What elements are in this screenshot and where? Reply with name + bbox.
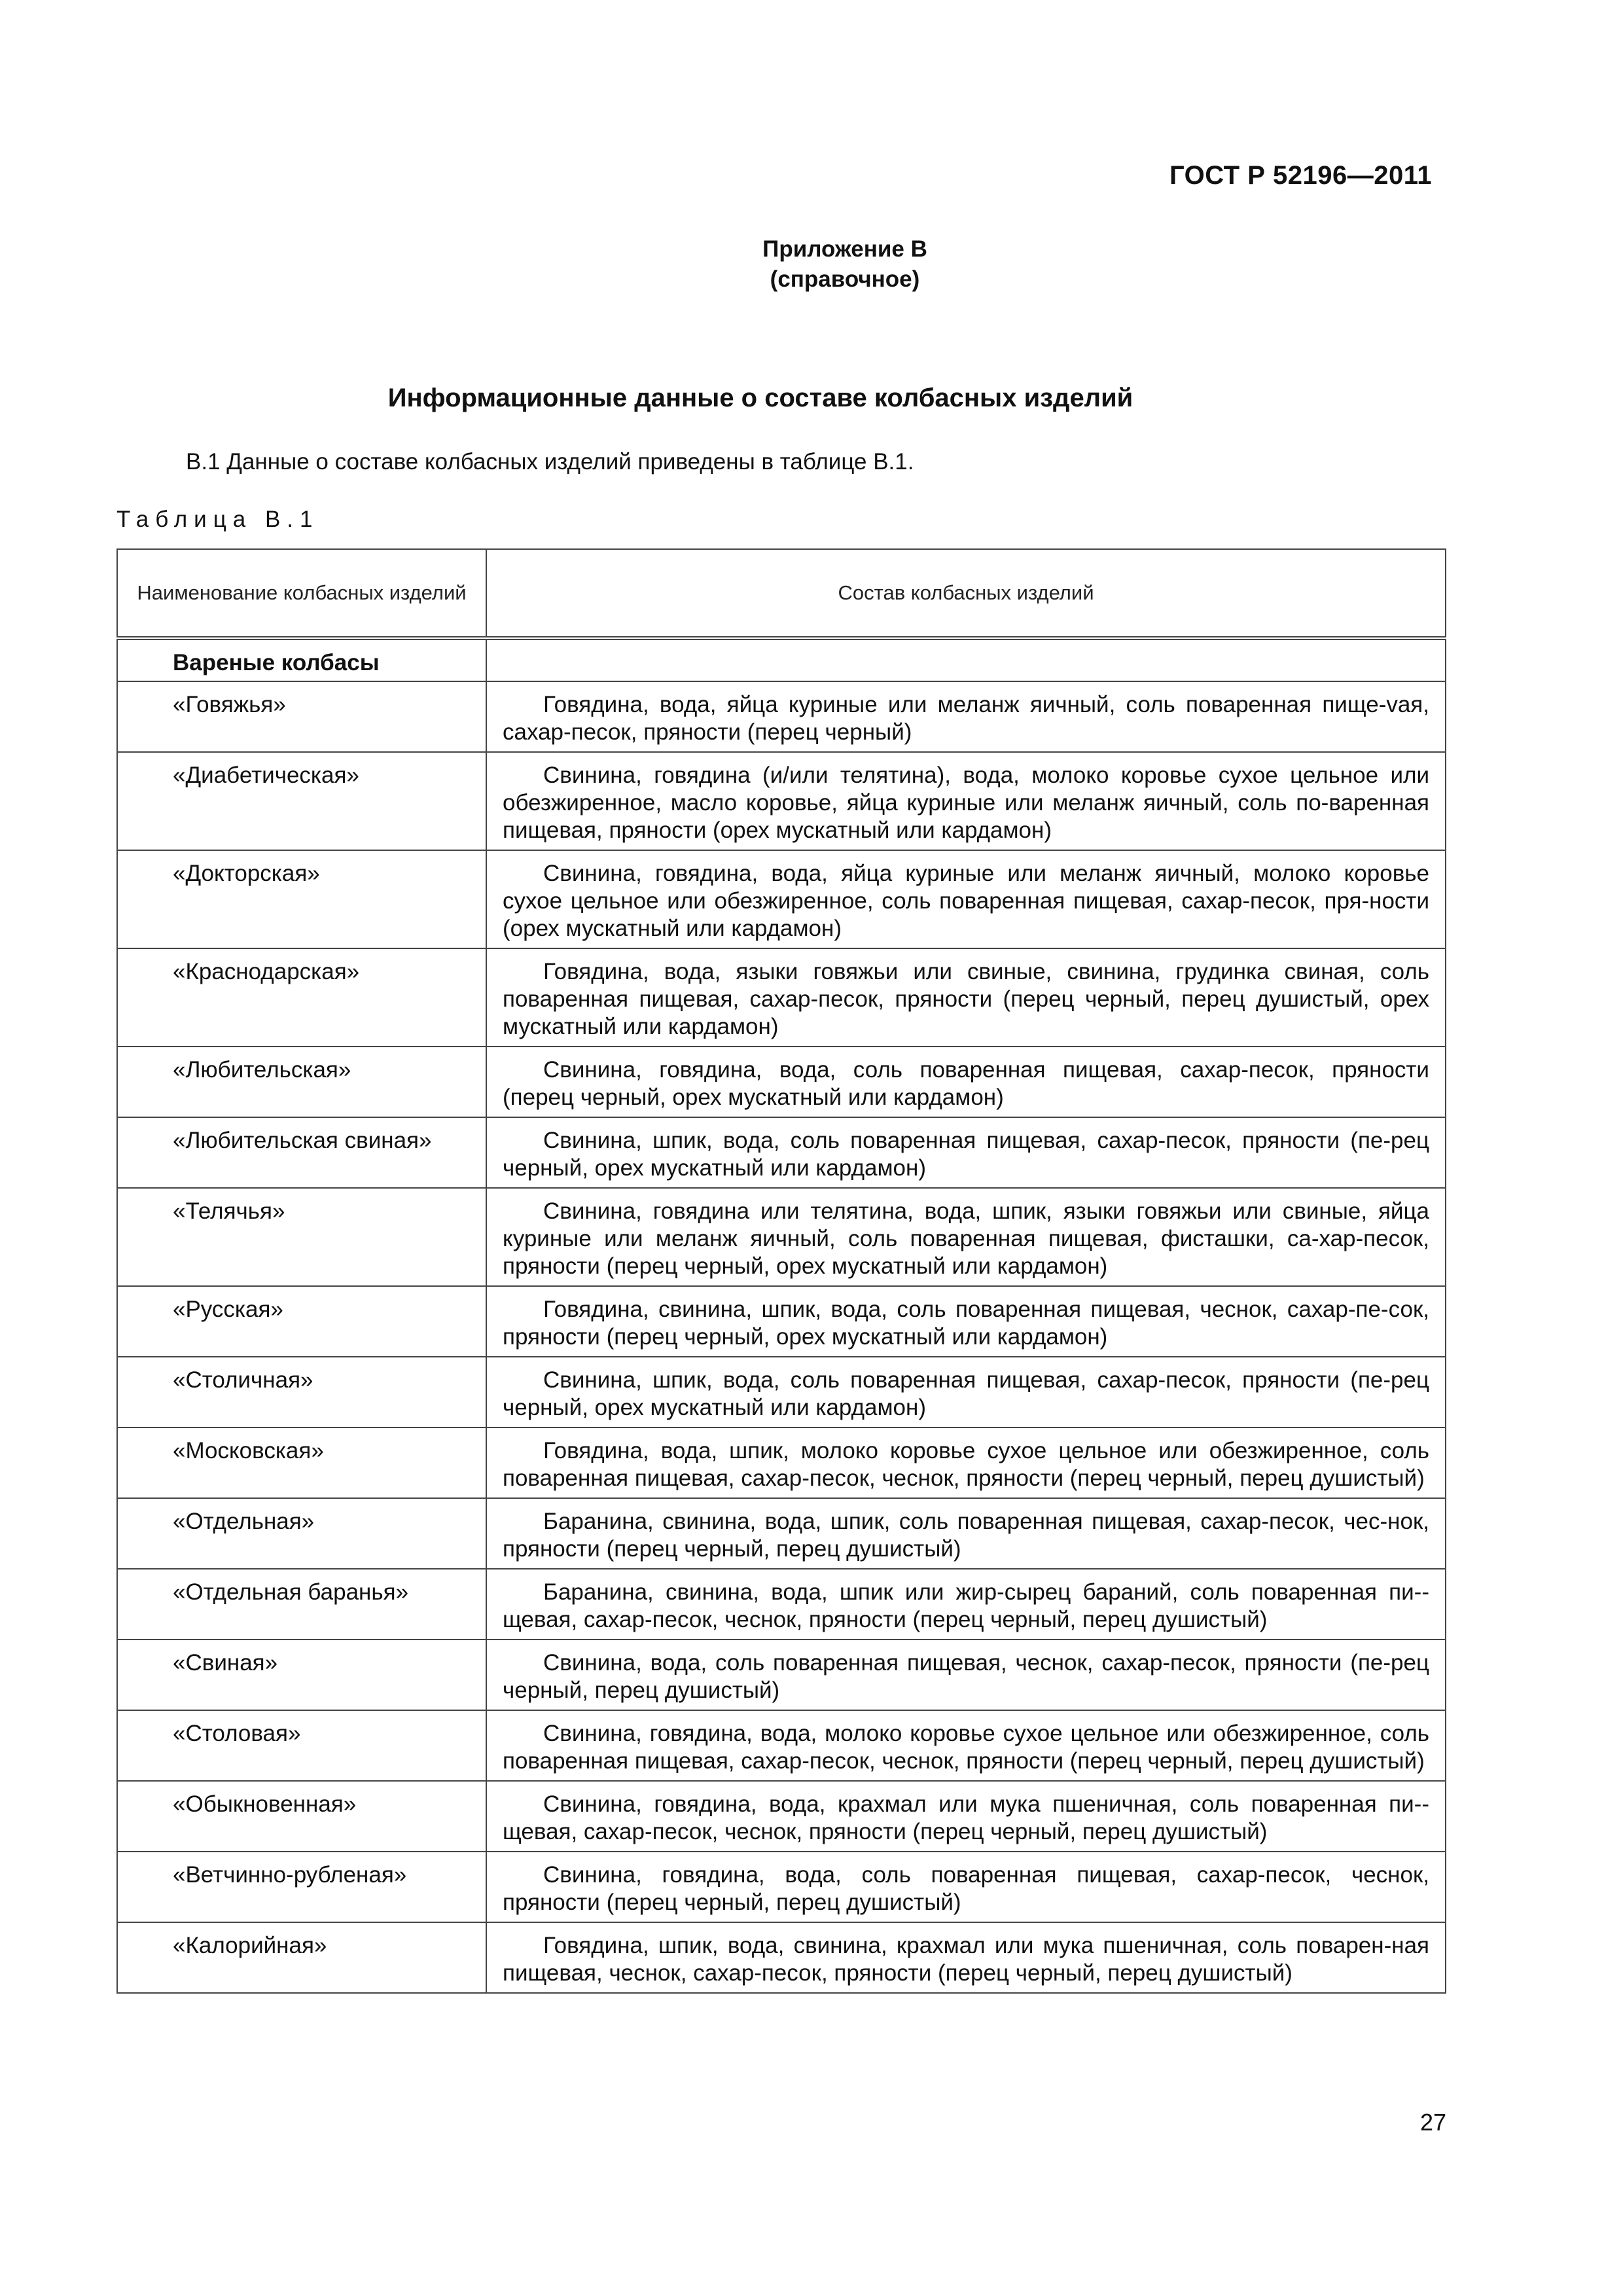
composition-cell: Баранина, свинина, вода, шпик или жир-сырец бараний, соль поваренная пи-щевая, сахар-песок, чеснок, пряности (перец черный, перец душистый) [486,1569,1446,1640]
composition-table [116,548,1446,1994]
composition-cell: Свинина, говядина, вода, соль поваренная пищевая, сахар-песок, пряности (перец черный, орех мускатный или кардамон) [486,1047,1446,1117]
composition-cell: Свинина, шпик, вода, соль поваренная пищевая, сахар-песок, пряности (пе-рец черный, орех мускатный или кардамон) [486,1117,1446,1188]
product-name-cell: «Московская» [117,1427,486,1498]
page-number: 27 [1419,2109,1446,2136]
document-title-text: Информационные данные о составе колбасных изделий [387,384,1133,412]
composition-cell: Свинина, говядина, вода, соль поваренная пищевая, сахар-песок, чеснок, пряности (перец черный, перец душистый) [486,1852,1446,1922]
table-row [117,1117,1446,1188]
product-name-cell: «Говяжья» [117,681,486,752]
table-row [117,1357,1446,1427]
product-name-cell: «Телячья» [117,1188,486,1286]
product-name-cell: «Отдельная» [117,1498,486,1569]
composition-cell: Свинина, говядина, вода, крахмал или мука пшеничная, соль поваренная пи-щевая, сахар-песок, чеснок, пряности (перец черный, перец душистый) [486,1781,1446,1852]
composition-cell: Свинина, говядина (и/или телятина), вода, молоко коровье сухое цельное или обезжиренное, масло коровье, яйца куриные или меланж яичный, соль по-варенная пищевая, пряности (орех мускатный или кардамон) [486,752,1446,850]
table-body [117,638,1446,1993]
table-row [117,948,1446,1047]
product-name-cell: «Русская» [117,1286,486,1357]
table-row [117,1922,1446,1993]
document-title [0,384,1623,413]
product-name-cell: «Любительская» [117,1047,486,1117]
intro-paragraph: В.1 Данные о составе колбасных изделий приведены в таблице В.1. [186,449,914,475]
composition-cell: Говядина, вода, языки говяжьи или свиные, свинина, грудинка свиная, соль поваренная пищевая, сахар-песок, пряности (перец черный, перец душистый, орех мускатный или кардамон) [486,948,1446,1047]
composition-cell: Говядина, вода, шпик, молоко коровье сухое цельное или обезжиренное, соль поваренная пищевая, сахар-песок, чеснок, пряности (перец черный, перец душистый) [486,1427,1446,1498]
header-product-name: Наименование колбасных изделий [117,549,486,638]
standard-id: ГОСТ Р 52196—2011 [1169,161,1432,190]
composition-cell: Свинина, говядина, вода, яйца куриные или меланж яичный, молоко коровье сухое цельное или обезжиренное, соль поваренная пищевая, сахар-песок, пря-ности (орех мускатный или кардамон) [486,850,1446,948]
composition-cell: Свинина, шпик, вода, соль поваренная пищевая, сахар-песок, пряности (пе-рец черный, орех мускатный или кардамон) [486,1357,1446,1427]
product-name-cell: «Краснодарская» [117,948,486,1047]
section-row [117,638,1446,681]
table-row [117,850,1446,948]
product-name-cell: «Любительская свиная» [117,1117,486,1188]
composition-cell: Говядина, вода, яйца куриные или меланж яичный, соль поваренная пище-vая, сахар-песок, пряности (перец черный) [486,681,1446,752]
composition-cell: Свинина, говядина или телятина, вода, шпик, языки говяжьи или свиные, яйца куриные или меланж яичный, соль поваренная пищевая, фисташки, са-хар-песок, пряности (перец черный, орех мускатный или кардамон) [486,1188,1446,1286]
composition-cell: Свинина, вода, соль поваренная пищевая, чеснок, сахар-песок, пряности (пе-рец черный, перец душистый) [486,1640,1446,1710]
table-row [117,1710,1446,1781]
table-row [117,1188,1446,1286]
table-header-row [117,549,1446,638]
table-row [117,1640,1446,1710]
annex-heading [0,234,1623,295]
composition-cell: Свинина, говядина, вода, молоко коровье сухое цельное или обезжиренное, соль поваренная пищевая, сахар-песок, чеснок, пряности (перец черный, перец душистый) [486,1710,1446,1781]
annex-type: (справочное) [770,266,920,292]
composition-cell: Баранина, свинина, вода, шпик, соль поваренная пищевая, сахар-песок, чес-нок, пряности (перец черный, перец душистый) [486,1498,1446,1569]
product-name-cell: «Докторская» [117,850,486,948]
composition-cell: Говядина, шпик, вода, свинина, крахмал или мука пшеничная, соль поварен-ная пищевая, чеснок, сахар-песок, пряности (перец черный, перец душистый) [486,1922,1446,1993]
section-empty-cell [486,638,1446,681]
table-row [117,1852,1446,1922]
product-name-cell: «Калорийная» [117,1922,486,1993]
table-row [117,681,1446,752]
annex-title: Приложение В [762,236,927,262]
table-row [117,1498,1446,1569]
product-name-cell: «Столовая» [117,1710,486,1781]
table-label: Таблица В.1 [116,507,319,532]
product-name-cell: «Столичная» [117,1357,486,1427]
table-row [117,1781,1446,1852]
header-composition: Состав колбасных изделий [486,549,1446,638]
table-row [117,1427,1446,1498]
table-row [117,752,1446,850]
product-name-cell: «Диабетическая» [117,752,486,850]
product-name-cell: «Ветчинно-рубленая» [117,1852,486,1922]
table-row [117,1047,1446,1117]
section-title: Вареные колбасы [117,638,486,681]
product-name-cell: «Свиная» [117,1640,486,1710]
table-row [117,1569,1446,1640]
composition-cell: Говядина, свинина, шпик, вода, соль поваренная пищевая, чеснок, сахар-пе-сок, пряности (перец черный, орех мускатный или кардамон) [486,1286,1446,1357]
product-name-cell: «Отдельная баранья» [117,1569,486,1640]
product-name-cell: «Обыкновенная» [117,1781,486,1852]
table-row [117,1286,1446,1357]
